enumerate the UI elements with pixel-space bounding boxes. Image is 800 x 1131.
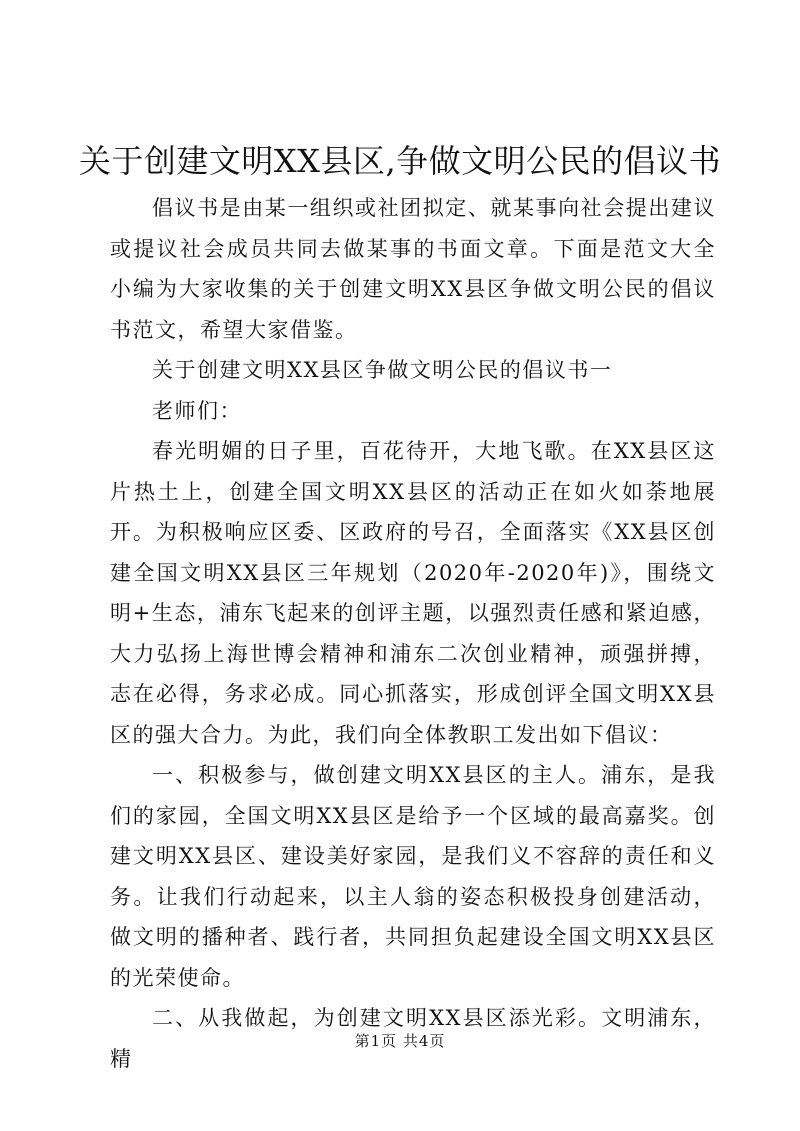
page-number: 第1页 共4页 [354, 1032, 446, 1050]
document-body [110, 188, 716, 1079]
paragraph-subtitle: 关于创建文明XX县区争做文明公民的倡议书一 [152, 358, 613, 382]
paragraph-proposal-one: 一、积极参与，做创建文明XX县区的主人。浦东，是我们的家园，全国文明XX县区是给予一个区域的最高嘉奖。创建文明XX县区、建设美好家园，是我们义不容辞的责任和义务。让我们行动起来，以主人翁的姿态积极投身创建活动，做文明的播种者、践行者，共同担负起建设全国文明XX县区的光荣使命。 [110, 763, 716, 990]
paragraph-intro: 倡议书是由某一组织或社团拟定、就某事向社会提出建议或提议社会成员共同去做某事的书面文章。下面是范文大全小编为大家收集的关于创建文明XX县区争做文明公民的倡议书范文，希望大家借鉴。 [110, 196, 716, 342]
paragraph-salutation: 老师们： [152, 398, 242, 423]
paragraph-background: 春光明媚的日子里，百花待开，大地飞歌。在XX县区这片热土上，创建全国文明XX县区的活动正在如火如荼地展开。为积极响应区委、区政府的号召，全面落实《XX县区创建全国文明XX县区三年规划（2020年-2020年)》，围绕文明+生态，浦东飞起来的创评主题，以强烈责任感和紧迫感，大力弘扬上海世博会精神和浦东二次创业精神，顽强拼搏，志在必得，务求必成。同心抓落实，形成创评全国文明XX县区的强大合力。为此，我们向全体教职工发出如下倡议： [110, 439, 716, 747]
paragraph-proposal-two: 二、从我做起，为创建文明XX县区添光彩。文明浦东，精 [110, 1006, 716, 1071]
document-title: 关于创建文明XX县区,争做文明公民的倡议书 [78, 142, 722, 180]
